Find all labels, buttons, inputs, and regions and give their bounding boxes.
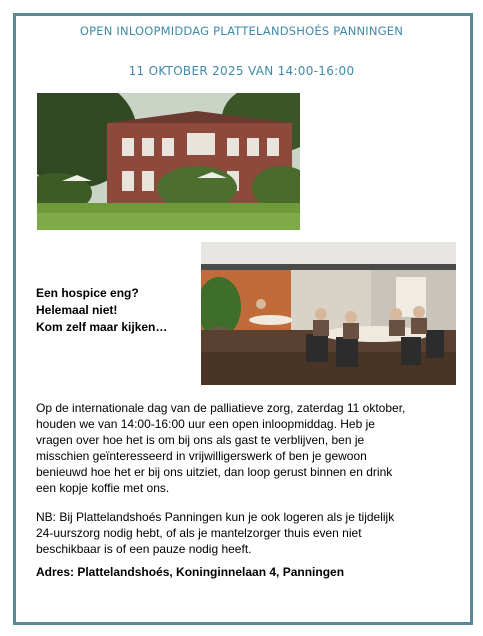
paragraph-line: houden we van 14:00-16:00 uur een open inloopmiddag. Heb je xyxy=(36,417,375,431)
tagline xyxy=(36,285,167,336)
interior-photo xyxy=(201,242,456,385)
paragraph-line: benieuwd hoe het er bij ons uitziet, dan loop gerust binnen en drink xyxy=(36,465,393,479)
interior-illustration xyxy=(201,242,456,385)
building-exterior-illustration xyxy=(37,93,300,230)
paragraph-line: NB: Bij Plattelandshoés Panningen kun je ook logeren als je tijdelijk xyxy=(36,510,395,524)
tagline-line: Kom zelf maar kijken… xyxy=(36,320,168,334)
event-date: 11 OKTOBER 2025 VAN 14:00-16:00 xyxy=(128,64,355,78)
building-exterior-photo xyxy=(37,93,300,230)
tagline-line: Helemaal niet! xyxy=(36,303,118,317)
paragraph-line: Op de internationale dag van de palliatieve zorg, zaterdag 11 oktober, xyxy=(36,401,406,415)
address: Adres: Plattelandshoés, Koninginnelaan 4, Panningen xyxy=(36,565,345,579)
note-paragraph xyxy=(36,509,456,557)
intro-paragraph xyxy=(36,400,456,496)
paragraph-line: 24-uurszorg nodig hebt, of als je mantelzorger thuis even niet xyxy=(36,526,362,540)
tagline-line: Een hospice eng? xyxy=(36,286,139,300)
paragraph-line: beschikbaar is of een pauze nodig heeft. xyxy=(36,542,252,556)
event-title: OPEN INLOOPMIDDAG PLATTELANDSHOÉS PANNINGEN xyxy=(79,24,404,38)
paragraph-line: een kopje koffie met ons. xyxy=(36,481,170,495)
paragraph-line: misschien geïnteresseerd in vrijwilligerswerk of ben je gewoon xyxy=(36,449,367,463)
paragraph-line: vragen over hoe het is om bij ons als gast te verblijven, ben je xyxy=(36,433,365,447)
